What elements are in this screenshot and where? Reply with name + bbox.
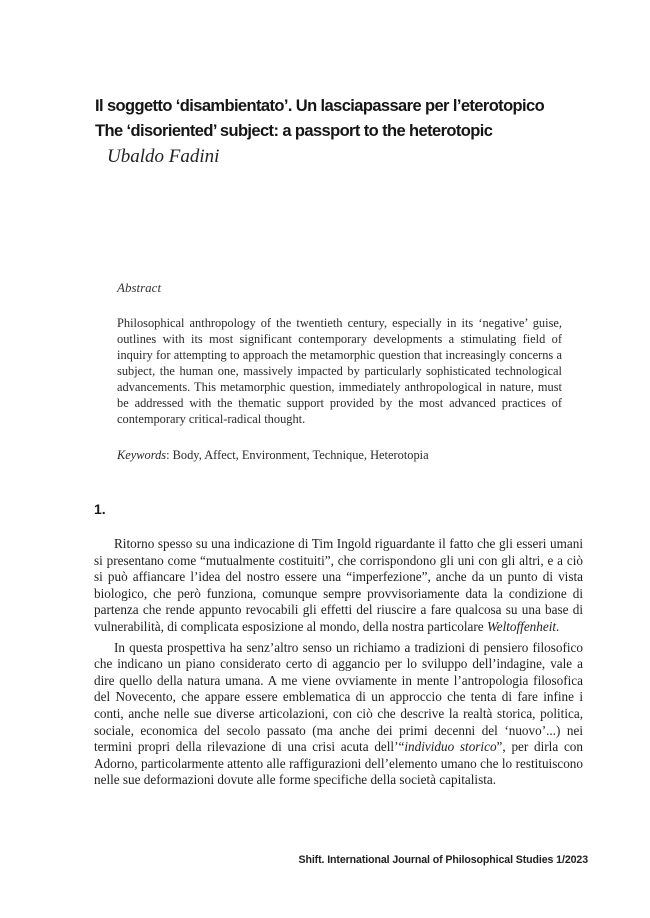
paragraph [94,640,583,789]
keywords-list: Body, Affect, Environment, Technique, Heterotopia [172,448,429,462]
paragraph-text: Ritorno spesso su una indicazione di Tim Ingold riguardante il fatto che gli esseri umani si presentano come “mutualmente costituiti”, che corrispondono gli uni con gli altri, e a ciò si può affiancare l’idea del nostro essere una “imperfezione”, anche da un punto di vista biologico, che però funziona, comunque sempre provvisoriamente data la condizione di partenza che rende appunto revocabili gli effetti del riuscire a fare qualcosa su una base di vulnerabilità, di complicata esposizione al mondo, della nostra particolare [94,536,583,634]
journal-footer: Shift. International Journal of Philosophical Studies 1/2023 [298,854,588,866]
article-title-italian: Il soggetto ‘disambientato’. Un lasciapassare per l’eterotopico [95,97,545,115]
abstract-block [117,280,562,463]
paragraph-text: In questa prospettiva ha senz’altro senso un richiamo a tradizioni di pensiero filosofico che indicano un piano considerato certo di aggancio per lo sviluppo dell’indagine, vale a dire quello della natura umana. A me viene ovviamente in mente l’antropologia filosofica del Novecento, che appare essere emblematica di un approccio che tenta di fare infine i conti, anche nelle sue diverse articolazioni, con ciò che descrive la realtà storica, politica, sociale, economica del secolo passato (ma anche dei primi decenni del ‘nuovo’...) nei termini propri della rilevazione di una crisi acuta dell’“ [94,639,583,755]
article-header [95,94,615,170]
section-heading: 1. [94,501,106,517]
abstract-text: Philosophical anthropology of the twentieth century, especially in its ‘negative’ guise, outlines with its most significant contemporary developments a stimulating field of inquiry for attempting to approach the metamorphic question that increasingly concerns a subject, the human one, massively impacted by particularly sophisticated technological advancements. This metamorphic question, immediately anthropological in nature, must be addressed with the thematic support provided by the most advanced practices of contemporary critical-radical thought. [117,316,562,426]
paragraph-italic-term: individuo storico [404,739,497,755]
paragraph-text: . [556,618,560,634]
keywords-label: Keywords [117,448,167,462]
paragraph [94,536,583,636]
article-body [94,536,583,789]
abstract-heading: Abstract [117,280,162,295]
keywords-line [117,447,562,463]
article-title-english: The ‘disoriented’ subject: a passport to the heterotopic [95,122,493,140]
paragraph-text: ”, per dirla con Adorno, particolarmente attento alle raffigurazioni dell’elemento umano che lo restituiscono nelle sue deformazioni dovute alle forme specifiche della società capitalista. [94,739,583,788]
keywords-separator: : [166,448,173,462]
author-name: Ubaldo Fadini [107,146,220,167]
paragraph-italic-term: Weltoffenheit [486,618,557,634]
